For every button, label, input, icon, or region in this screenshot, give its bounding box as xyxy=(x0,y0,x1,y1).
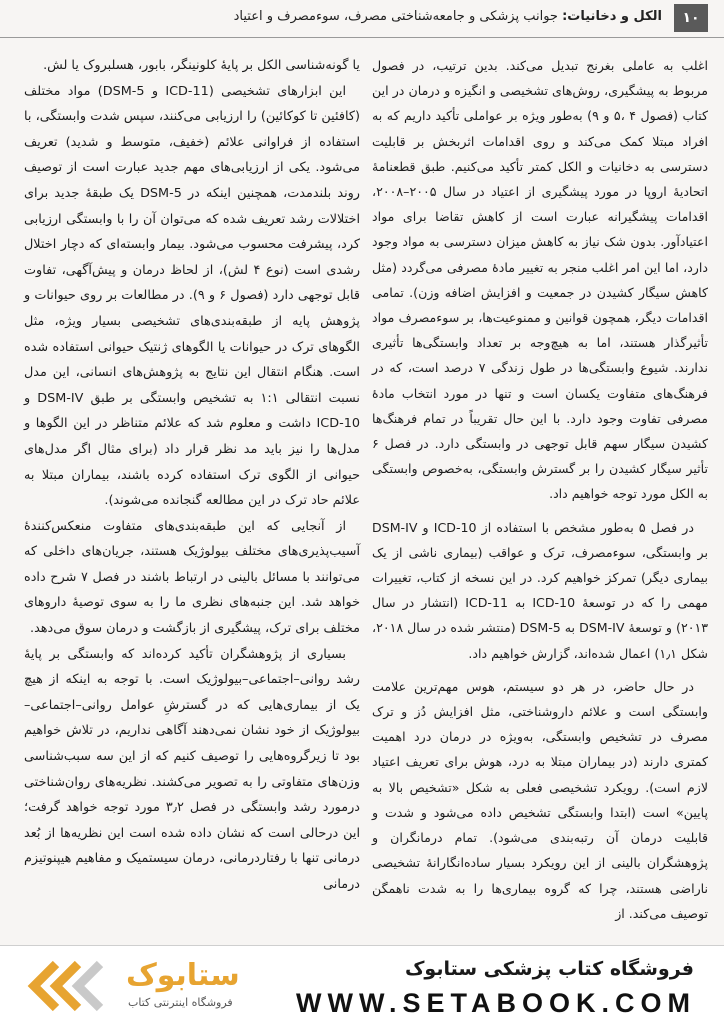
left-column xyxy=(24,53,360,898)
store-url-link[interactable]: WWW.SETABOOK.COM xyxy=(296,988,696,1018)
logo-tagline: فروشگاه اینترنتی کتاب xyxy=(128,996,233,1009)
paragraph: در حال حاضر، در هر دو سیستم، هوس مهم‌ترین علامت وابستگی است و علائم داروشناختی، مثل افزایش دُز و ترک مصرف در تشخیص وابستگی، به‌ویژه در درمان درد اهمیت کمتری دارند (در بیماران مبتلا به درد، هوش برای تعریف اعتیاد لازم است). رویکرد تشخیصی فعلی به شکل «تشخیص بالا به پایین» است (ابتدا وابستگی تشخیص داده می‌شود و شدت و قابلیت درمان آن رتبه‌بندی می‌شود). تمام درمانگران و پژوهشگران بالینی از این رویکرد بسیار ساده‌انگارانهٔ تشخیصی ناراضی هستند، چرا که گروه بیماری‌ها را به شدت ناهمگن توصیف می‌کند. از xyxy=(372,678,708,921)
paragraph: از آنجایی که این طبقه‌بندی‌های متفاوت منعکس‌کنندهٔ آسیب‌پذیری‌های مختلف بیولوژیک هستند، جریان‌های داخلی که می‌توانند با مسائل بالینی در ارتباط باشند در فصل ۷ شرح داده خواهد شد. این جنبه‌های نظری ما را به سوی توصیهٔ داروهای مختلف برای ترک، پیشگیری از بازگشت و درمان سوق می‌دهد. xyxy=(24,518,360,637)
running-head xyxy=(234,9,662,24)
paragraph: یا گونه‌شناسی الکل بر پایهٔ کلونینگر، بابور، هسلبروک یا لش. xyxy=(43,58,360,73)
paragraph: بسیاری از پژوهشگران تأکید کرده‌اند که وابستگی بر پایهٔ رشد روانی–اجتماعی–بیولوژیک است. با توجه به اینکه از هیچ یک از بیماری‌هایی که در گسترشِ عوامل روانی–اجتماعی–بیولوژیک از خود نشان نمی‌دهند آگاهی نداریم، در تلاش خواهیم بود تا زیرگروه‌هایی را توصیف کنیم که از این سه سبب‌شناسی وزن‌های متفاوتی را به تصویر می‌کشند. نظریه‌های روان‌شناختی درمورد رشد وابستگی در فصل ۳٫۲ مورد توجه خواهد گرفت؛ این درحالی است که نشان داده شده است این نظریه‌ها از بُعد درمانی تنها با رفتاردرمانی، درمان سیستمیک و مفاهیم هیپنوتیزم درمانی xyxy=(24,646,360,892)
paragraph: اغلب به عاملی بغرنج تبدیل می‌کند. بدین ترتیب، در فصول مربوط به پیشگیری، روش‌های تشخیصی و انگیزه و درمان در این کتاب (فصول ۴ ،۵ و ۹) به‌طور ویژه بر عواملی تأکید داریم که به افراد مبتلا کمک می‌کند و روی اقدامات اثربخش بر قابلیت دسترسی به دخانیات و الکل کمتر تأکید می‌کنیم. طبق قطعنامهٔ اتحادیهٔ اروپا در مورد پیشگیری از اعتیاد در سال ۲۰۰۵–۲۰۰۸، اقدامات پیشگیرانه عبارت است از کاهش تقاضا برای مواد اعتیادآور. بدون شک نیاز به کاهش میزان دسترسی به مواد وجود دارد، اما این امر اغلب منجر به تغییر مادهٔ مصرفی می‌گردد (مثل کاهش سیگار کشیدن در جمعیت و افزایش اضافه وزن). تمامی اقدامات دیگر، همچون قوانین و ممنوعیت‌ها، بر سوءمصرف مواد تأثیرگذار هستند، اما به هیچ‌وجه بر تعداد وابستگی‌ها تأثیری ندارند. شیوع وابستگی‌ها در طول زندگی ۷ درصد است، که در فرهنگ‌های متفاوت یکسان است و تنها در مورد انتخاب مادهٔ مصرفی تفاوت وجود دارد. با این حال تقریباً در تمام فرهنگ‌ها کشیدن سیگار سهم قابل توجهی در وابستگی دارد. در فصل ۶ تأثیر سیگار کشیدن را بر گسترش وابستگی، به‌خصوص وابستگی به الکل مورد توجه خواهیم داد. xyxy=(372,58,708,502)
store-logo[interactable] xyxy=(26,956,276,1016)
right-column xyxy=(372,53,708,926)
chapter-subtitle: جوانب پزشکی و جامعه‌شناختی مصرف، سوءمصرف و اعتیاد xyxy=(233,9,558,24)
chevrons-icon xyxy=(26,956,118,1016)
store-name: فروشگاه کتاب پزشکی ستابوک xyxy=(404,958,694,980)
page-number: ۱۰ xyxy=(674,4,708,32)
store-footer xyxy=(0,945,724,1023)
paragraph: در فصل ۵ به‌طور مشخص با استفاده از ICD-10 و DSM-IV بر وابستگی، سوءمصرف، ترک و عواقب (بیماری ناشی از یک بیماری دیگر) تمرکز خواهیم کرد. در این نسخه از کتاب، تغییرات مهمی را که در توسعهٔ ICD-10 به ICD-11 (انتشار در سال ۲۰۱۳) و توسعهٔ DSM-IV به DSM-5 (منتشر شده در سال ۲۰۱۸، شکل ۱٫۱) اعمال شده‌اند، گزارش خواهیم داد. xyxy=(372,519,709,661)
paragraph: این ابزارهای تشخیصی (ICD-11 و DSM-5) مواد مختلف (کافئین تا کوکائین) را ارزیابی می‌کنند، سپس شدت وابستگی، با استفاده از فراوانی علائم (خفیف، متوسط و شدید) تعریف می‌شود. یکی از ارزیابی‌های مهم جدید عبارت است از توصیف روند بلندمدت، همچنین اینکه در DSM-5 یک طبقهٔ جدید برای اختلالات رشد تعریف شده که می‌توان آن را با وابستگی ارزیابی کرد، پیشرفت محسوب می‌شود. بیمار وابسته‌ای که دچار اختلال رشدی است (نوع ۴ لش)، از لحاظ درمان و پیش‌آگهی، تفاوت قابل توجهی دارد (فصول ۶ و ۹). در مطالعات بر روی حیوانات و پژوهش پایه از طبقه‌بندی‌های تشخیصی بسیار ویژه، مثل الگوهای ترک در حیوانات یا الگوهای ژنتیک حیوانی استفاده شده است. هنگام انتقال این نتایج به پژوهش‌های انسانی، این مدل نسبت انتقالی ۱:۱ به تشخیص وابستگی بر طبق DSM-IV و ICD-10 داشت و معلوم شد که علائم متناظر در این الگوها و مدل‌ها را نیز باید مد نظر قرار داد (برای مثال اگر مدل‌های حیوانی از الگوی ترک استفاده کرده باشند، بیماران مبتلا به علائم حاد ترک در این مطالعه گنجانده می‌شوند). xyxy=(24,83,360,509)
chapter-title: الکل و دخانیات: xyxy=(562,9,662,24)
page-header xyxy=(0,0,724,38)
logo-wordmark: ستابوک xyxy=(126,958,240,993)
